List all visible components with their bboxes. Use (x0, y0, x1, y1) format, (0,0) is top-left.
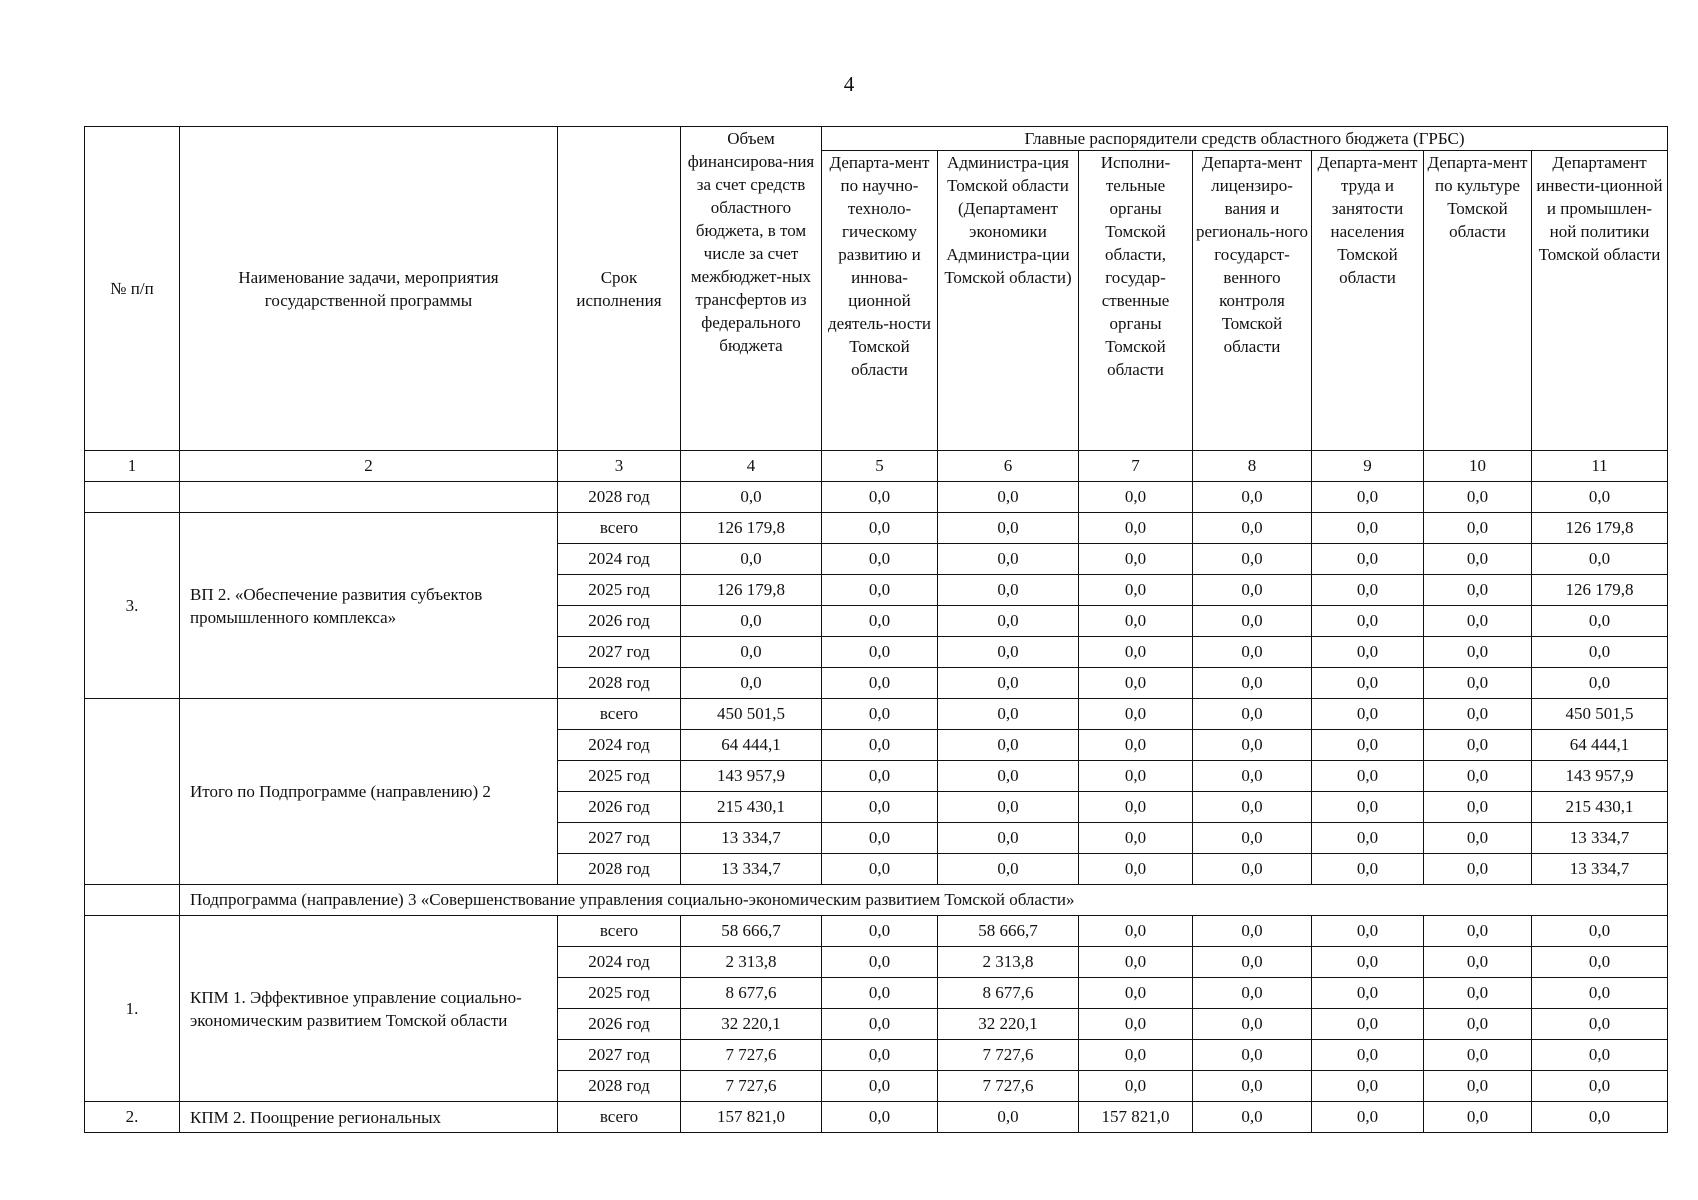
empty-cell (85, 482, 180, 513)
value-cell: 8 677,6 (681, 978, 822, 1009)
value-cell: 0,0 (1312, 1071, 1424, 1102)
value-cell: 0,0 (1532, 1009, 1668, 1040)
task-name-cell: КПМ 2. Поощрение региональных (180, 1102, 558, 1133)
column-number-cell: 5 (822, 451, 938, 482)
value-cell: 0,0 (1079, 823, 1193, 854)
value-cell: 0,0 (1532, 978, 1668, 1009)
value-cell: 0,0 (1193, 823, 1312, 854)
value-cell: 0,0 (1424, 513, 1532, 544)
value-cell: 0,0 (1193, 606, 1312, 637)
column-number-cell: 9 (1312, 451, 1424, 482)
period-cell: 2026 год (558, 606, 681, 637)
value-cell: 0,0 (1312, 668, 1424, 699)
value-cell: 0,0 (681, 544, 822, 575)
value-cell: 0,0 (938, 637, 1079, 668)
value-cell: 0,0 (1312, 513, 1424, 544)
value-cell: 0,0 (822, 916, 938, 947)
value-cell: 450 501,5 (1532, 699, 1668, 730)
value-cell: 7 727,6 (681, 1071, 822, 1102)
value-cell: 0,0 (1193, 1102, 1312, 1133)
empty-cell (85, 885, 180, 916)
period-cell: 2028 год (558, 482, 681, 513)
value-cell: 32 220,1 (681, 1009, 822, 1040)
value-cell: 450 501,5 (681, 699, 822, 730)
task-name-cell: ВП 2. «Обеспечение развития субъектов промышленного комплекса» (180, 513, 558, 699)
value-cell: 0,0 (822, 544, 938, 575)
subprogram-row (85, 885, 1668, 916)
value-cell: 2 313,8 (938, 947, 1079, 978)
value-cell: 64 444,1 (681, 730, 822, 761)
period-cell: 2026 год (558, 792, 681, 823)
header-funding-volume: Объем финансирова-ния за счет средств областного бюджета, в том числе за счет межбюджет-ных трансфертов из федерального бюджета (681, 127, 822, 451)
period-cell: 2027 год (558, 823, 681, 854)
header-dept-licensing: Департа-мент лицензиро-вания и региональ-ного государст-венного контроля Томской области (1193, 151, 1312, 451)
value-cell: 0,0 (822, 792, 938, 823)
value-cell: 0,0 (938, 761, 1079, 792)
table-row (85, 916, 1668, 947)
period-cell: 2028 год (558, 668, 681, 699)
value-cell: 0,0 (1193, 668, 1312, 699)
header-executive-bodies: Исполни-тельные органы Томской области, государ-ственные органы Томской области (1079, 151, 1193, 451)
value-cell: 0,0 (822, 1040, 938, 1071)
value-cell: 0,0 (822, 606, 938, 637)
period-cell: 2024 год (558, 544, 681, 575)
table-body (85, 451, 1668, 1133)
value-cell: 0,0 (1079, 544, 1193, 575)
header-task-name: Наименование задачи, мероприятия государственной программы (180, 127, 558, 451)
value-cell: 0,0 (1424, 1009, 1532, 1040)
value-cell: 0,0 (1079, 947, 1193, 978)
value-cell: 0,0 (822, 668, 938, 699)
value-cell: 0,0 (822, 978, 938, 1009)
value-cell: 0,0 (1424, 668, 1532, 699)
value-cell: 0,0 (1424, 1102, 1532, 1133)
value-cell: 0,0 (938, 575, 1079, 606)
value-cell: 0,0 (1312, 761, 1424, 792)
column-number-cell: 2 (180, 451, 558, 482)
value-cell: 0,0 (938, 1102, 1079, 1133)
value-cell: 8 677,6 (938, 978, 1079, 1009)
value-cell: 0,0 (1312, 1040, 1424, 1071)
value-cell: 0,0 (1312, 1009, 1424, 1040)
period-cell: всего (558, 699, 681, 730)
task-name-cell: Итого по Подпрограмме (направлению) 2 (180, 699, 558, 885)
header-dept-science: Департа-мент по научно-техноло-гическому развитию и иннова-ционной деятель-ности Томской области (822, 151, 938, 451)
period-cell: 2028 год (558, 1071, 681, 1102)
value-cell: 0,0 (1079, 730, 1193, 761)
value-cell: 0,0 (1079, 668, 1193, 699)
value-cell: 0,0 (1079, 513, 1193, 544)
value-cell: 0,0 (1312, 606, 1424, 637)
header-dept-investment: Департамент инвести-ционной и промышлен-ной политики Томской области (1532, 151, 1668, 451)
value-cell: 0,0 (822, 1071, 938, 1102)
row-number-cell: 3. (85, 513, 180, 699)
value-cell: 0,0 (1312, 482, 1424, 513)
value-cell: 0,0 (681, 668, 822, 699)
value-cell: 13 334,7 (1532, 854, 1668, 885)
value-cell: 0,0 (938, 544, 1079, 575)
value-cell: 0,0 (1079, 761, 1193, 792)
value-cell: 2 313,8 (681, 947, 822, 978)
value-cell: 0,0 (1193, 947, 1312, 978)
value-cell: 7 727,6 (681, 1040, 822, 1071)
value-cell: 0,0 (1424, 916, 1532, 947)
value-cell: 0,0 (1312, 978, 1424, 1009)
value-cell: 0,0 (1312, 916, 1424, 947)
value-cell: 0,0 (1079, 1009, 1193, 1040)
value-cell: 0,0 (938, 854, 1079, 885)
value-cell: 0,0 (1312, 544, 1424, 575)
value-cell: 0,0 (1193, 978, 1312, 1009)
value-cell: 0,0 (1424, 544, 1532, 575)
page-number: 4 (843, 72, 855, 96)
value-cell: 0,0 (1532, 1102, 1668, 1133)
period-cell: всего (558, 916, 681, 947)
value-cell: 0,0 (1312, 699, 1424, 730)
period-cell: 2027 год (558, 637, 681, 668)
table-row (85, 699, 1668, 730)
value-cell: 143 957,9 (1532, 761, 1668, 792)
header-administration: Администра-ция Томской области (Департамент экономики Администра-ции Томской области) (938, 151, 1079, 451)
value-cell: 143 957,9 (681, 761, 822, 792)
value-cell: 0,0 (1312, 637, 1424, 668)
value-cell: 0,0 (1424, 575, 1532, 606)
column-number-cell: 6 (938, 451, 1079, 482)
value-cell: 0,0 (822, 854, 938, 885)
value-cell: 0,0 (1532, 606, 1668, 637)
column-numbers-row (85, 451, 1668, 482)
value-cell: 0,0 (1079, 606, 1193, 637)
value-cell: 0,0 (1193, 916, 1312, 947)
value-cell: 0,0 (1424, 854, 1532, 885)
period-cell: 2025 год (558, 978, 681, 1009)
value-cell: 0,0 (1079, 916, 1193, 947)
table-row (85, 482, 1668, 513)
period-cell: всего (558, 513, 681, 544)
value-cell: 0,0 (1532, 544, 1668, 575)
header-grbs-title: Главные распорядители средств областного бюджета (ГРБС) (822, 127, 1668, 151)
row-number-cell (85, 699, 180, 885)
value-cell: 0,0 (1312, 730, 1424, 761)
value-cell: 215 430,1 (681, 792, 822, 823)
value-cell: 0,0 (1424, 730, 1532, 761)
value-cell: 0,0 (822, 699, 938, 730)
value-cell: 0,0 (822, 761, 938, 792)
value-cell: 0,0 (1193, 1040, 1312, 1071)
value-cell: 0,0 (822, 637, 938, 668)
value-cell: 7 727,6 (938, 1071, 1079, 1102)
value-cell: 0,0 (1424, 978, 1532, 1009)
column-number-cell: 10 (1424, 451, 1532, 482)
value-cell: 0,0 (1532, 916, 1668, 947)
value-cell: 0,0 (822, 1009, 938, 1040)
value-cell: 0,0 (1193, 761, 1312, 792)
value-cell: 0,0 (1532, 637, 1668, 668)
column-number-cell: 3 (558, 451, 681, 482)
value-cell: 0,0 (1193, 575, 1312, 606)
value-cell: 0,0 (1193, 482, 1312, 513)
value-cell: 0,0 (1079, 854, 1193, 885)
row-number-cell: 2. (85, 1102, 180, 1133)
value-cell: 0,0 (1079, 482, 1193, 513)
value-cell: 0,0 (1079, 575, 1193, 606)
value-cell: 13 334,7 (681, 823, 822, 854)
value-cell: 0,0 (1424, 792, 1532, 823)
value-cell: 0,0 (938, 823, 1079, 854)
value-cell: 13 334,7 (681, 854, 822, 885)
value-cell: 0,0 (1193, 699, 1312, 730)
value-cell: 0,0 (1079, 978, 1193, 1009)
header-dept-labor: Департа-мент труда и занятости населения Томской области (1312, 151, 1424, 451)
value-cell: 0,0 (1312, 823, 1424, 854)
value-cell: 0,0 (1312, 792, 1424, 823)
value-cell: 0,0 (1312, 575, 1424, 606)
value-cell: 0,0 (1193, 730, 1312, 761)
value-cell: 0,0 (938, 792, 1079, 823)
value-cell: 126 179,8 (681, 513, 822, 544)
value-cell: 0,0 (1532, 668, 1668, 699)
value-cell: 0,0 (1079, 699, 1193, 730)
value-cell: 0,0 (1193, 792, 1312, 823)
value-cell: 0,0 (1424, 637, 1532, 668)
task-name-cell: КПМ 1. Эффективное управление социально-экономическим развитием Томской области (180, 916, 558, 1102)
value-cell: 0,0 (1312, 854, 1424, 885)
header-dept-culture: Департа-мент по культуре Томской области (1424, 151, 1532, 451)
value-cell: 0,0 (1193, 1071, 1312, 1102)
column-number-cell: 4 (681, 451, 822, 482)
table-row (85, 1102, 1668, 1133)
period-cell: 2024 год (558, 947, 681, 978)
period-cell: 2026 год (558, 1009, 681, 1040)
period-cell: 2025 год (558, 761, 681, 792)
empty-cell (180, 482, 558, 513)
value-cell: 0,0 (1193, 1009, 1312, 1040)
value-cell: 0,0 (822, 823, 938, 854)
header-deadline: Срок исполнения (558, 127, 681, 451)
value-cell: 0,0 (1312, 1102, 1424, 1133)
budget-table (84, 126, 1668, 1133)
value-cell: 13 334,7 (1532, 823, 1668, 854)
column-number-cell: 8 (1193, 451, 1312, 482)
value-cell: 0,0 (1193, 637, 1312, 668)
period-cell: 2028 год (558, 854, 681, 885)
value-cell: 157 821,0 (681, 1102, 822, 1133)
value-cell: 0,0 (822, 575, 938, 606)
value-cell: 0,0 (1193, 854, 1312, 885)
value-cell: 0,0 (938, 668, 1079, 699)
value-cell: 0,0 (1532, 1071, 1668, 1102)
value-cell: 0,0 (1424, 1071, 1532, 1102)
value-cell: 0,0 (938, 513, 1079, 544)
value-cell: 0,0 (1532, 1040, 1668, 1071)
value-cell: 0,0 (1532, 947, 1668, 978)
value-cell: 0,0 (822, 947, 938, 978)
value-cell: 0,0 (1424, 606, 1532, 637)
value-cell: 0,0 (681, 606, 822, 637)
value-cell: 64 444,1 (1532, 730, 1668, 761)
value-cell: 0,0 (822, 730, 938, 761)
header-number: № п/п (85, 127, 180, 451)
period-cell: всего (558, 1102, 681, 1133)
value-cell: 0,0 (1193, 544, 1312, 575)
value-cell: 0,0 (822, 513, 938, 544)
value-cell: 0,0 (1079, 1071, 1193, 1102)
value-cell: 0,0 (1424, 699, 1532, 730)
value-cell: 0,0 (938, 699, 1079, 730)
value-cell: 58 666,7 (681, 916, 822, 947)
value-cell: 0,0 (938, 482, 1079, 513)
value-cell: 0,0 (1424, 482, 1532, 513)
value-cell: 0,0 (681, 482, 822, 513)
value-cell: 0,0 (1079, 1040, 1193, 1071)
row-number-cell: 1. (85, 916, 180, 1102)
period-cell: 2025 год (558, 575, 681, 606)
period-cell: 2024 год (558, 730, 681, 761)
value-cell: 0,0 (1312, 947, 1424, 978)
value-cell: 58 666,7 (938, 916, 1079, 947)
value-cell: 0,0 (822, 482, 938, 513)
value-cell: 0,0 (1424, 1040, 1532, 1071)
value-cell: 126 179,8 (681, 575, 822, 606)
value-cell: 0,0 (938, 730, 1079, 761)
column-number-cell: 1 (85, 451, 180, 482)
value-cell: 7 727,6 (938, 1040, 1079, 1071)
value-cell: 126 179,8 (1532, 575, 1668, 606)
column-number-cell: 7 (1079, 451, 1193, 482)
value-cell: 126 179,8 (1532, 513, 1668, 544)
subprogram-title: Подпрограмма (направление) 3 «Совершенствование управления социально-экономическим развитием Томской области» (180, 885, 1668, 916)
value-cell: 0,0 (1424, 823, 1532, 854)
table-row (85, 513, 1668, 544)
column-number-cell: 11 (1532, 451, 1668, 482)
value-cell: 0,0 (1424, 947, 1532, 978)
value-cell: 0,0 (1079, 637, 1193, 668)
value-cell: 0,0 (938, 606, 1079, 637)
value-cell: 157 821,0 (1079, 1102, 1193, 1133)
value-cell: 0,0 (1079, 792, 1193, 823)
value-cell: 0,0 (1532, 482, 1668, 513)
value-cell: 215 430,1 (1532, 792, 1668, 823)
value-cell: 0,0 (681, 637, 822, 668)
period-cell: 2027 год (558, 1040, 681, 1071)
value-cell: 32 220,1 (938, 1009, 1079, 1040)
value-cell: 0,0 (1193, 513, 1312, 544)
value-cell: 0,0 (1424, 761, 1532, 792)
value-cell: 0,0 (822, 1102, 938, 1133)
